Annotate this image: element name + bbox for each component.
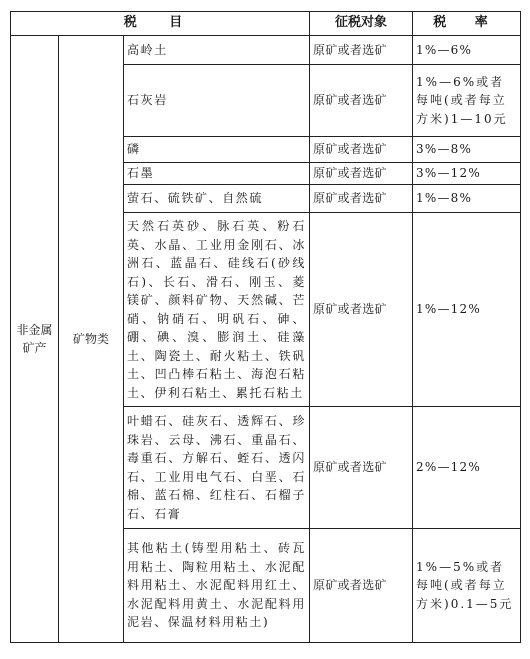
tax-rate: 3%—8%	[413, 137, 521, 163]
tax-item: 石灰岩	[124, 65, 310, 137]
header-tax-object: 征税对象	[310, 12, 413, 36]
tax-rate: 3%—12%	[413, 163, 521, 185]
tax-item: 其他粘土(铸型用粘土、砖瓦用粘土、陶粒用粘土、水泥配料用粘土、水泥配料用红土、水泥配料用黄土、水泥配料用泥岩、保温材料用粘土)	[124, 529, 310, 643]
tax-object: 原矿或者选矿	[310, 65, 413, 137]
tax-item: 磷	[124, 137, 310, 163]
table-row	[11, 36, 521, 65]
tax-rate: 1%—8%	[413, 185, 521, 213]
tax-rate: 1%—5%或者每吨(或者每立方米)0.1—5元	[413, 529, 521, 643]
category-sub-label: 矿物类	[72, 331, 109, 346]
tax-object: 原矿或者选矿	[310, 185, 413, 213]
tax-item: 石墨	[124, 163, 310, 185]
tax-object: 原矿或者选矿	[310, 163, 413, 185]
tax-item: 萤石、硫铁矿、自然硫	[124, 185, 310, 213]
tax-item: 高岭土	[124, 36, 310, 65]
category-mineral-class	[59, 36, 124, 643]
tax-item: 叶蜡石、硅灰石、透辉石、珍珠岩、云母、沸石、重晶石、毒重石、方解石、蛭石、透闪石、工业用电气石、白垩、石棉、蓝石棉、红柱石、石榴子石、石膏	[124, 407, 310, 529]
tax-object: 原矿或者选矿	[310, 407, 413, 529]
tax-rate: 1%—12%	[413, 213, 521, 407]
tax-rate: 1%—6%或者每吨(或者每立方米)1—10元	[413, 65, 521, 137]
header-tax-rate: 税 率	[413, 12, 521, 36]
tax-object: 原矿或者选矿	[310, 36, 413, 65]
tax-rate: 2%—12%	[413, 407, 521, 529]
tax-object: 原矿或者选矿	[310, 213, 413, 407]
header-tax-item: 税 目	[11, 12, 310, 36]
tax-rate-table	[10, 11, 521, 643]
tax-rate: 1%—6%	[413, 36, 521, 65]
category-main-label: 非金属矿产	[16, 322, 53, 355]
category-nonmetal-minerals	[11, 36, 59, 643]
table-header-row	[11, 12, 521, 36]
tax-object: 原矿或者选矿	[310, 137, 413, 163]
tax-item: 天然石英砂、脉石英、粉石英、水晶、工业用金刚石、冰洲石、蓝晶石、硅线石(砂线石)、长石、滑石、刚玉、菱镁矿、颜料矿物、天然碱、芒硝、钠硝石、明矾石、砷、硼、碘、溴、膨润土、硅藻土、陶瓷土、耐火粘土、铁矾土、凹凸棒石粘土、海泡石粘土、伊利石粘土、累托石粘土	[124, 213, 310, 407]
tax-object: 原矿或者选矿	[310, 529, 413, 643]
